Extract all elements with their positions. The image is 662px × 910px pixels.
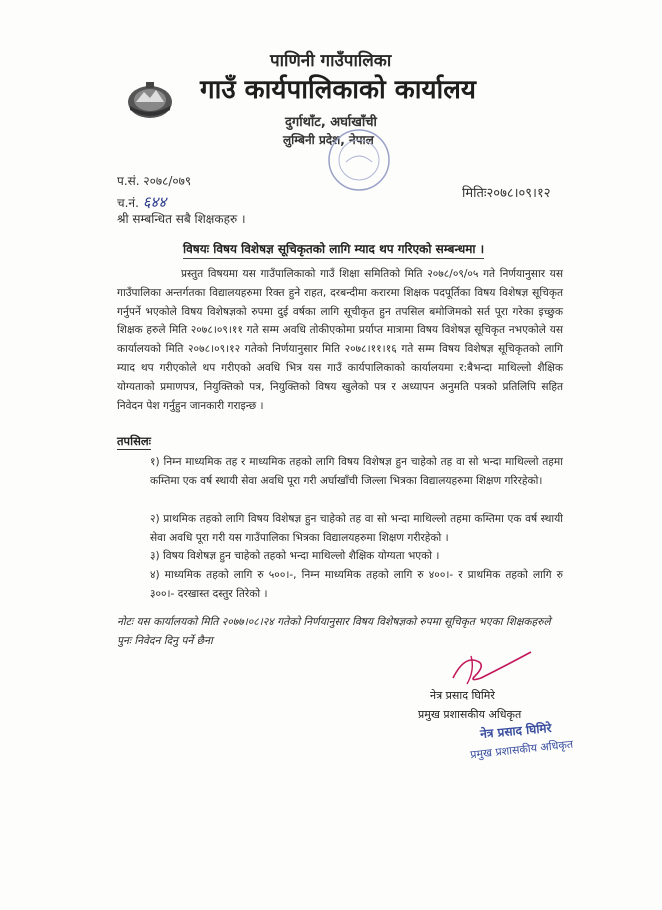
office-province: लुम्बिनी प्रदेश, नेपाल — [283, 133, 374, 147]
note: नोटः यस कार्यालयको मिति २०७७।०८।२४ गतेको निर्णयानुसार विषय विशेषज्ञको रुपमा सूचिकृत भएका शिक्षकहरुले पुनः निवेदन दिनु पर्ने छैना — [117, 616, 551, 647]
municipality-name: पाणिनी गाउँपालिका — [270, 51, 392, 71]
nepal-emblem-icon — [126, 80, 174, 120]
stamp-name: नेत्र प्रसाद घिमिरे — [479, 720, 552, 742]
office-name: गाउँ कार्यपालिकाको कार्यालय — [200, 75, 476, 105]
dispatch-number-value: ६४४ — [142, 193, 167, 211]
office-seal-icon — [326, 128, 392, 192]
detail-item-4: ४) माध्यमिक तहको लागि रु ५००।-, निम्न माध्यमिक तहको लागि रु ४००।- र प्राथमिक तहको लागि रु ३००।- दरखास्त दस्तुर तिरेको । — [150, 569, 563, 600]
subject-line: विषयः विषय विशेषज्ञ सूचिकृतको लागि म्याद थप गरिएको सम्बन्धमा । — [183, 240, 484, 259]
stamp-title: प्रमुख प्रशासकीय अधिकृत — [469, 737, 574, 762]
detail-item-1: १) निम्न माध्यमिक तह र माध्यमिक तहको लागि विषय विशेषज्ञ हुन चाहेको तह वा सो भन्दा माथिल्लो तहमा कम्तिमा एक वर्ष स्थायी सेवा अवधि पूरा गरी अर्घाखाँची जिल्ला भित्रका विद्यालयहरुमा शिक्षण गरिरहेको। — [150, 456, 563, 487]
signature-icon — [445, 648, 535, 688]
dispatch-number — [117, 192, 166, 212]
letter-date: मितिः२०७८।०९।१२ — [462, 186, 551, 201]
signatory-name: नेत्र प्रसाद घिमिरे — [430, 689, 495, 702]
signatory-title: प्रमुख प्रशासकीय अधिकृत — [418, 708, 522, 721]
detail-item-3: ३) विषय विशेषज्ञ हुन चाहेको तहको भन्दा माथिल्लो शैक्षिक योग्यता भएको । — [150, 550, 440, 562]
detail-item-2: २) प्राथमिक तहको लागि विषय विशेषज्ञ हुन चाहेको तह वा सो भन्दा माथिल्लो तहमा कम्तिमा एक वर्ष स्थायी सेवा अवधि पूरा गरी यस गाउँपालिका भित्रका विद्यालयहरुमा शिक्षण गरीरहेको । — [150, 513, 563, 544]
reference-number: प.सं. २०७८/०७९ — [117, 174, 192, 188]
recipient: श्री सम्बन्धित सबै शिक्षकहरु । — [117, 212, 246, 226]
details-heading: तपसिलः — [117, 434, 151, 448]
body-paragraph: प्रस्तुत विषयमा यस गाउँपालिकाको गाउँ शिक्षा समितिको मिति २०७८/०९/०५ गते निर्णयानुसार यस गाउँपालिका अन्तर्गतका विद्यालयहरुमा रिक्त हुने राहत, दरबन्दीमा करारमा शिक्षक पदपूर्तिका विषय विशेषज्ञ सूचिकृत गर्नुपर्ने भएकोले विषय विशेषज्ञको रुपमा दुई वर्षका लागि सूचीकृत हुन तपसिल बमोजिमको सर्त पूरा गरेका इच्छुक शिक्षक हरुले मिति २०७८।०९।११ गते सम्म अवधि तोकीएकोमा प्रर्याप्त मात्रामा विषय विशेषज्ञ सूचिकृत नभएकोले यस कार्यालयको मिति २०७८।०९।१२ गतेको निर्णयानुसार मिति २०७८।११।१६ गते सम्म विषय विशेषज्ञ सूचिकृतको लागि म्याद थप गरीएकोले थप गरीएको अवधि भित्र यस गाउँ कार्यपालिकाको कार्यालयमा र:बैभन्दा माथिल्लो शैक्षिक योग्यताको प्रमाणपत्र, नियुक्तिको पत्र, नियुक्तिको विषय खुलेको पत्र र अध्यापन अनुमति पत्रको प्रतिलिपि सहित निवेदन पेश गर्नुहुन जानकारी गराइन्छ । — [117, 268, 563, 412]
office-address: दुर्गाथाँट, अर्घाखाँची — [285, 115, 377, 130]
dispatch-label: च.नं. — [117, 196, 139, 210]
